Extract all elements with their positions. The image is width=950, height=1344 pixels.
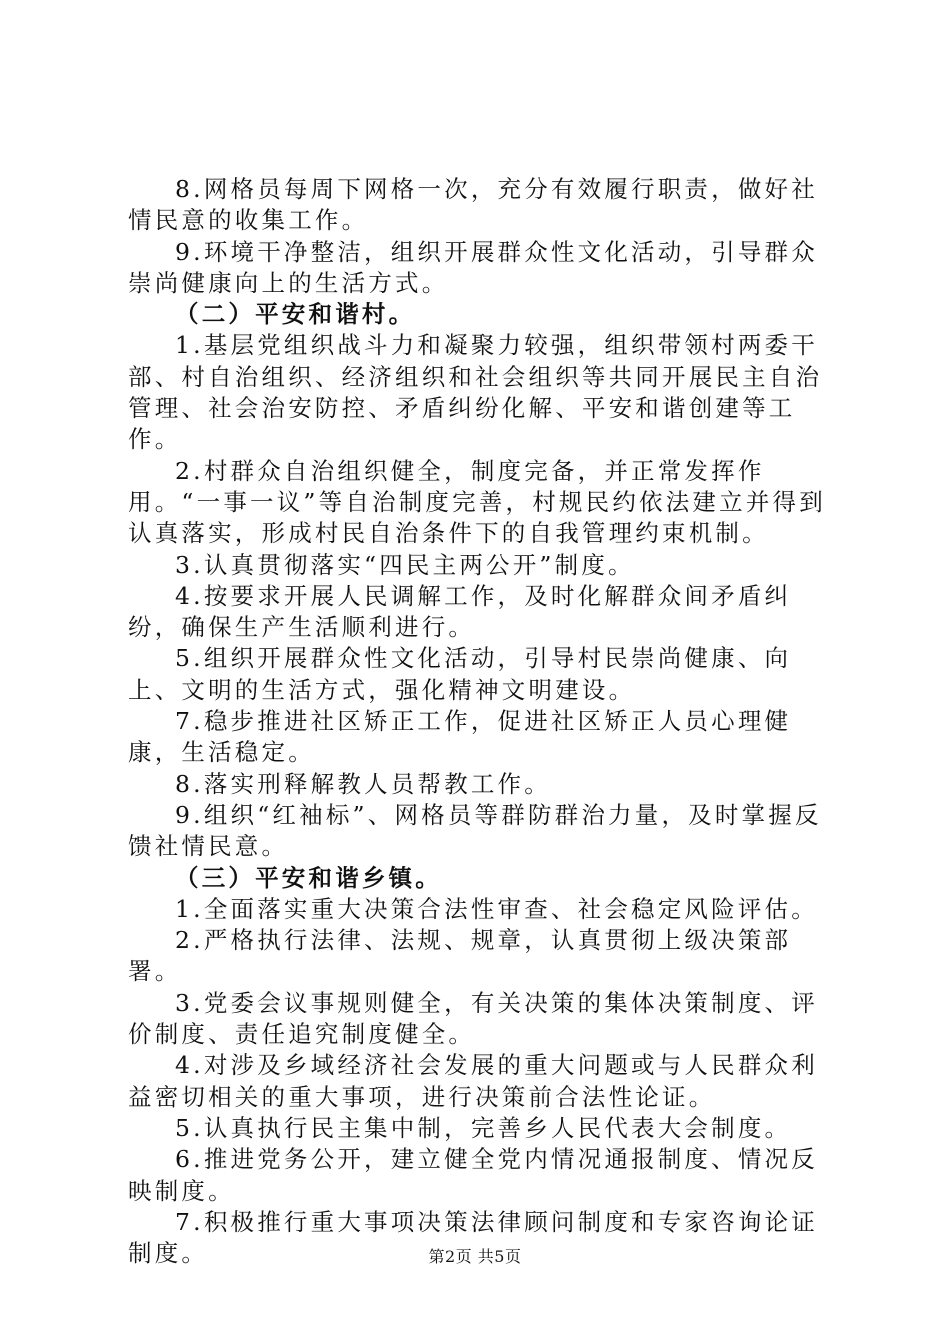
section-heading: （二）平安和谐村。	[175, 300, 416, 329]
paragraph: 3.党委会议事规则健全，有关决策的集体决策制度、评价制度、责任追究制度健全。	[128, 988, 818, 1049]
section-heading: （三）平安和谐乡镇。	[175, 863, 442, 892]
paragraph: 2.严格执行法律、法规、规章，认真贯彻上级决策部署。	[128, 926, 792, 986]
paragraph: 3.认真贯彻落实“四民主两公开”制度。	[175, 550, 635, 579]
paragraph: 1.全面落实重大决策合法性审查、社会稳定风险评估。	[175, 894, 818, 923]
document-body	[128, 174, 828, 1269]
page-number-footer: 第2页 共5页	[428, 1247, 522, 1266]
paragraph: 1.基层党组织战斗力和凝聚力较强，组织带领村两委干部、村自治组织、经济组织和社会组织等共同开展民主自治管理、社会治安防控、矛盾纠纷化解、平安和谐创建等工作。	[128, 331, 823, 454]
paragraph: 7.稳步推进社区矫正工作，促进社区矫正人员心理健康，生活稳定。	[128, 707, 792, 767]
paragraph: 5.认真执行民主集中制，完善乡人民代表大会制度。	[175, 1113, 792, 1142]
paragraph: 2.村群众自治组织健全，制度完备，并正常发挥作用。“一事一议”等自治制度完善，村规民约依法建立并得到认真落实，形成村民自治条件下的自我管理约束机制。	[128, 456, 826, 548]
paragraph: 4.对涉及乡域经济社会发展的重大问题或与人民群众利益密切相关的重大事项，进行决策前合法性论证。	[128, 1051, 818, 1111]
paragraph: 7.积极推行重大事项决策法律顾问制度和专家咨询论证制度。	[128, 1207, 818, 1268]
paragraph: 5.组织开展群众性文化活动，引导村民崇尚健康、向上、文明的生活方式，强化精神文明建设。	[128, 644, 792, 704]
paragraph: 4.按要求开展人民调解工作，及时化解群众间矛盾纠纷，确保生产生活顺利进行。	[128, 581, 792, 642]
paragraph: 9.环境干净整洁，组织开展群众性文化活动，引导群众崇尚健康向上的生活方式。	[128, 237, 818, 297]
paragraph: 6.推进党务公开，建立健全党内情况通报制度、情况反映制度。	[128, 1145, 818, 1205]
paragraph: 9.组织“红袖标”、网格员等群防群治力量，及时掌握反馈社情民意。	[128, 800, 822, 861]
paragraph: 8.落实刑释解教人员帮教工作。	[175, 769, 551, 798]
paragraph: 8.网格员每周下网格一次，充分有效履行职责，做好社情民意的收集工作。	[128, 175, 818, 235]
